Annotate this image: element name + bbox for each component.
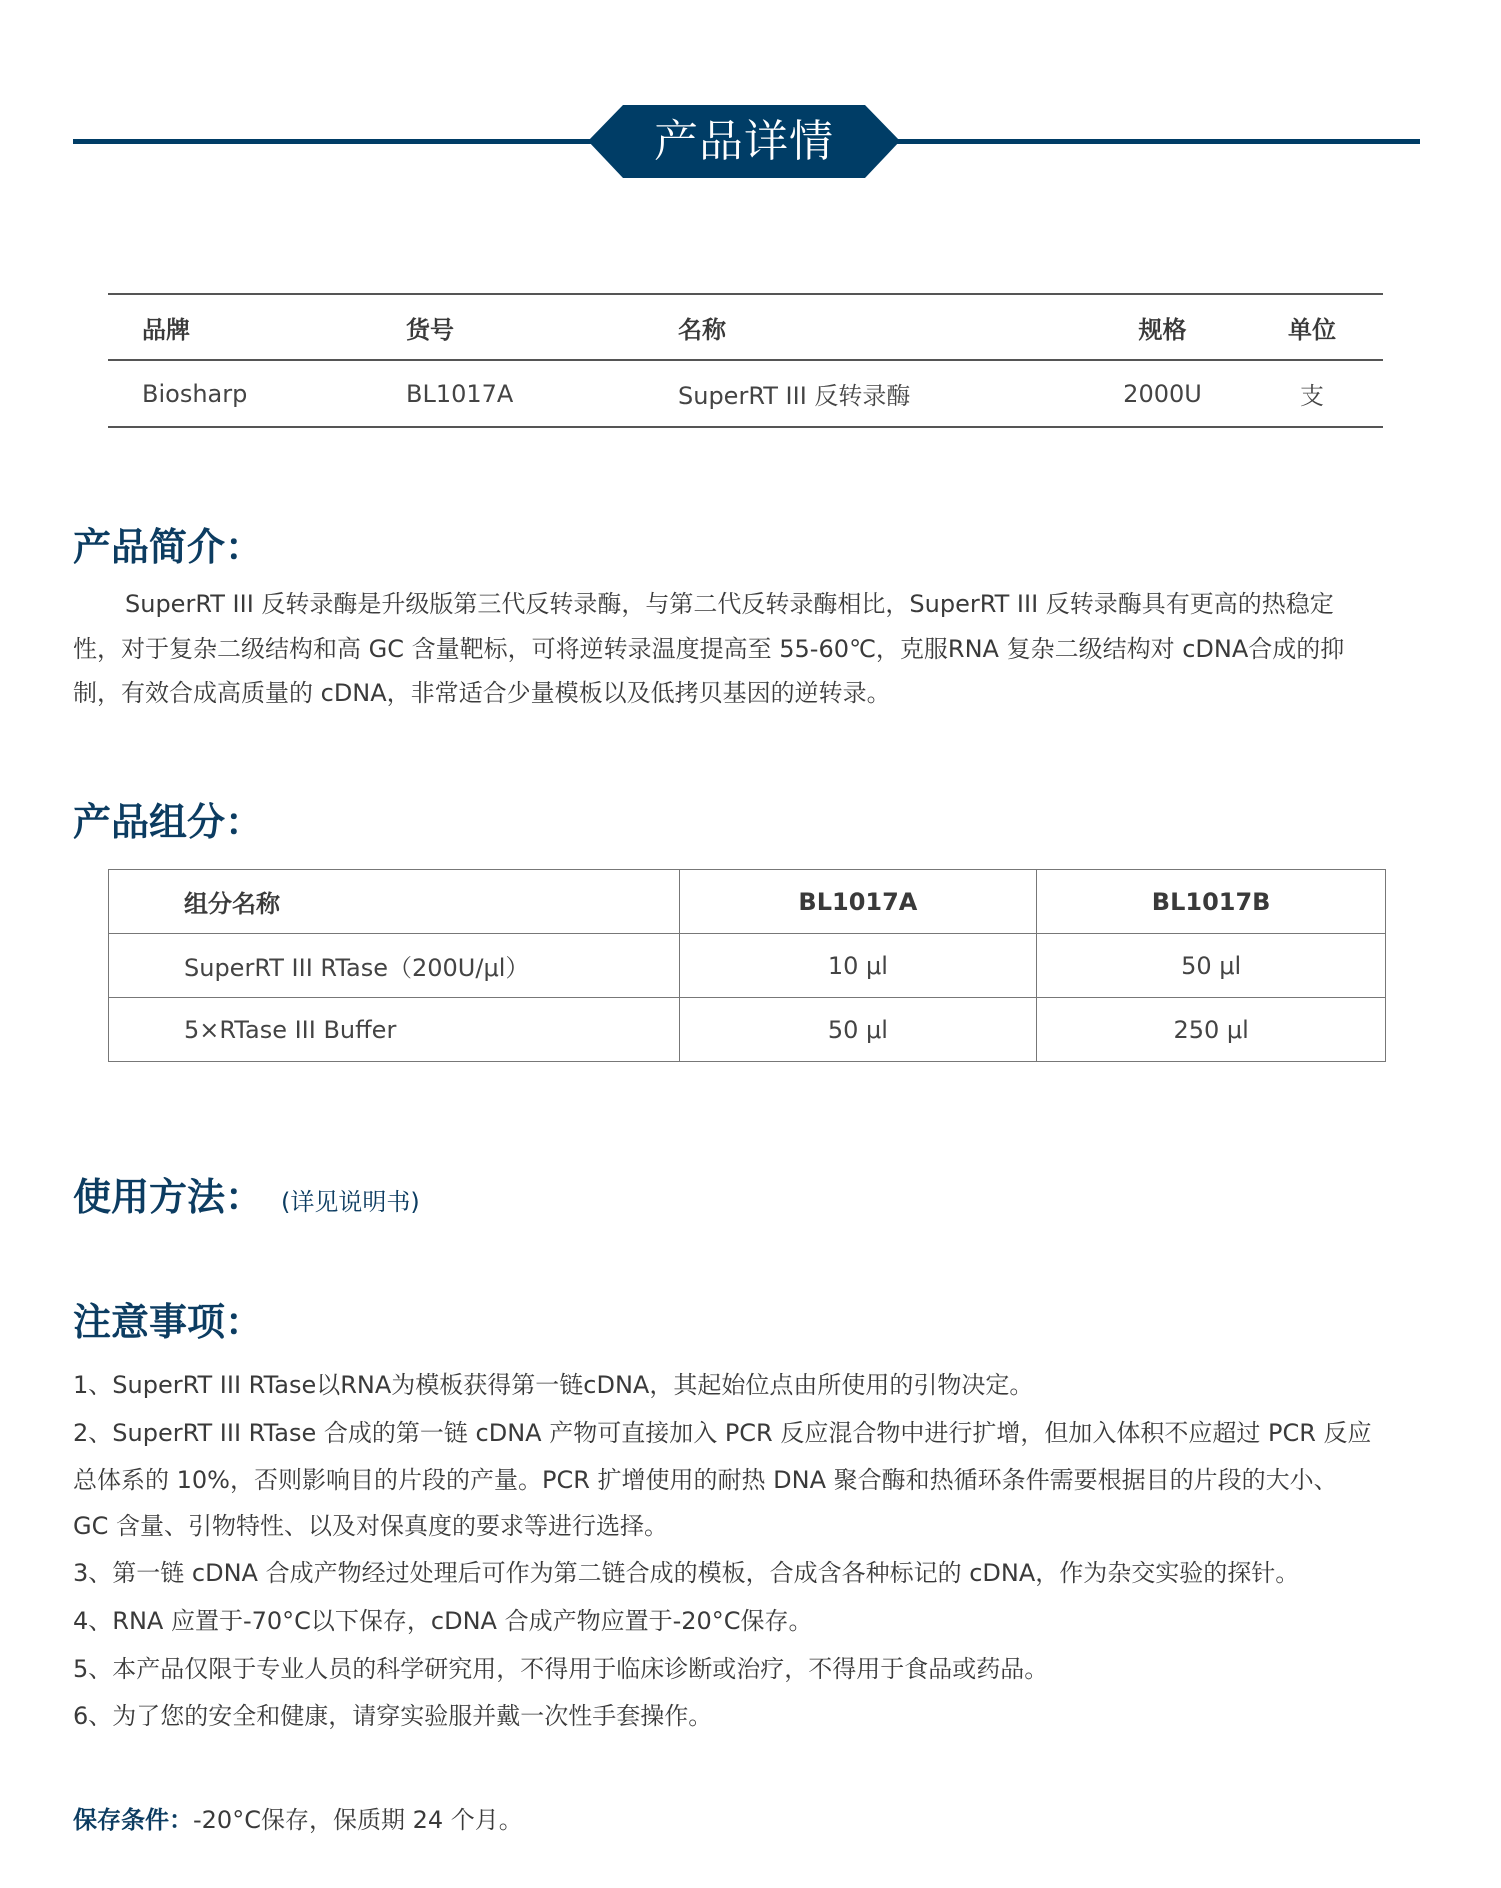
component-name: 5×RTase III Buffer bbox=[109, 998, 680, 1062]
cell-unit: 支 bbox=[1241, 360, 1383, 427]
components-heading: 产品组分： bbox=[73, 800, 264, 844]
intro-line-3: 制，有效合成高质量的 cDNA，非常适合少量模板以及低拷贝基因的逆转录。 bbox=[73, 679, 891, 707]
cell-brand: Biosharp bbox=[108, 360, 372, 427]
product-info-row bbox=[108, 360, 1383, 427]
intro-line-1: SuperRT III 反转录酶是升级版第三代反转录酶，与第二代反转录酶相比，SuperRT III 反转录酶具有更高的热稳定 bbox=[125, 590, 1334, 618]
usage-heading-text: 使用方法： bbox=[73, 1175, 264, 1219]
component-qty-a: 50 μl bbox=[679, 998, 1037, 1062]
product-info-table bbox=[108, 293, 1383, 428]
header-component-name: 组分名称 bbox=[109, 870, 680, 934]
storage-value: -20°C保存，保质期 24 个月。 bbox=[193, 1806, 523, 1834]
page-title: 产品详情 bbox=[654, 116, 834, 167]
header-brand: 品牌 bbox=[108, 294, 372, 360]
header-spec: 规格 bbox=[1084, 294, 1241, 360]
note-line: 5、本产品仅限于专业人员的科学研究用，不得用于临床诊断或治疗，不得用于食品或药品。 bbox=[73, 1655, 1049, 1683]
components-row bbox=[109, 998, 1386, 1062]
banner-line-right bbox=[895, 139, 1420, 144]
header-name: 名称 bbox=[644, 294, 1084, 360]
storage-label: 保存条件： bbox=[73, 1806, 193, 1834]
notes-heading: 注意事项： bbox=[73, 1300, 264, 1344]
components-header-row bbox=[109, 870, 1386, 934]
intro-heading: 产品简介： bbox=[73, 525, 264, 569]
components-table bbox=[108, 869, 1386, 1062]
cell-catalog-no: BL1017A bbox=[372, 360, 644, 427]
note-line: 3、第一链 cDNA 合成产物经过处理后可作为第二链合成的模板，合成含各种标记的 cDNA，作为杂交实验的探针。 bbox=[73, 1559, 1300, 1587]
note-line: GC 含量、引物特性、以及对保真度的要求等进行选择。 bbox=[73, 1512, 668, 1540]
component-qty-b: 250 μl bbox=[1037, 998, 1386, 1062]
banner-line-left bbox=[73, 139, 593, 144]
product-info-header-row bbox=[108, 294, 1383, 360]
intro-line-2: 性，对于复杂二级结构和高 GC 含量靶标，可将逆转录温度提高至 55-60℃，克服RNA 复杂二级结构对 cDNA合成的抑 bbox=[73, 635, 1345, 663]
storage-info bbox=[73, 1800, 523, 1835]
usage-manual-note: (详见说明书) bbox=[281, 1188, 420, 1216]
note-line: 2、SuperRT III RTase 合成的第一链 cDNA 产物可直接加入 PCR 反应混合物中进行扩增，但加入体积不应超过 PCR 反应 bbox=[73, 1419, 1372, 1447]
header-unit: 单位 bbox=[1241, 294, 1383, 360]
component-name: SuperRT III RTase（200U/μl） bbox=[109, 934, 680, 998]
note-line: 总体系的 10%，否则影响目的片段的产量。PCR 扩增使用的耐热 DNA 聚合酶和热循环条件需要根据目的片段的大小、 bbox=[73, 1466, 1338, 1494]
cell-spec: 2000U bbox=[1084, 360, 1241, 427]
header-bl1017a: BL1017A bbox=[679, 870, 1037, 934]
header-catalog-no: 货号 bbox=[372, 294, 644, 360]
usage-heading bbox=[73, 1166, 420, 1221]
note-line: 4、RNA 应置于-70°C以下保存，cDNA 合成产物应置于-20°C保存。 bbox=[73, 1607, 813, 1635]
note-line: 6、为了您的安全和健康，请穿实验服并戴一次性手套操作。 bbox=[73, 1702, 713, 1730]
note-line: 1、SuperRT III RTase以RNA为模板获得第一链cDNA，其起始位点由所使用的引物决定。 bbox=[73, 1371, 1034, 1399]
component-qty-a: 10 μl bbox=[679, 934, 1037, 998]
header-bl1017b: BL1017B bbox=[1037, 870, 1386, 934]
component-qty-b: 50 μl bbox=[1037, 934, 1386, 998]
cell-name: SuperRT III 反转录酶 bbox=[644, 360, 1084, 427]
components-row bbox=[109, 934, 1386, 998]
